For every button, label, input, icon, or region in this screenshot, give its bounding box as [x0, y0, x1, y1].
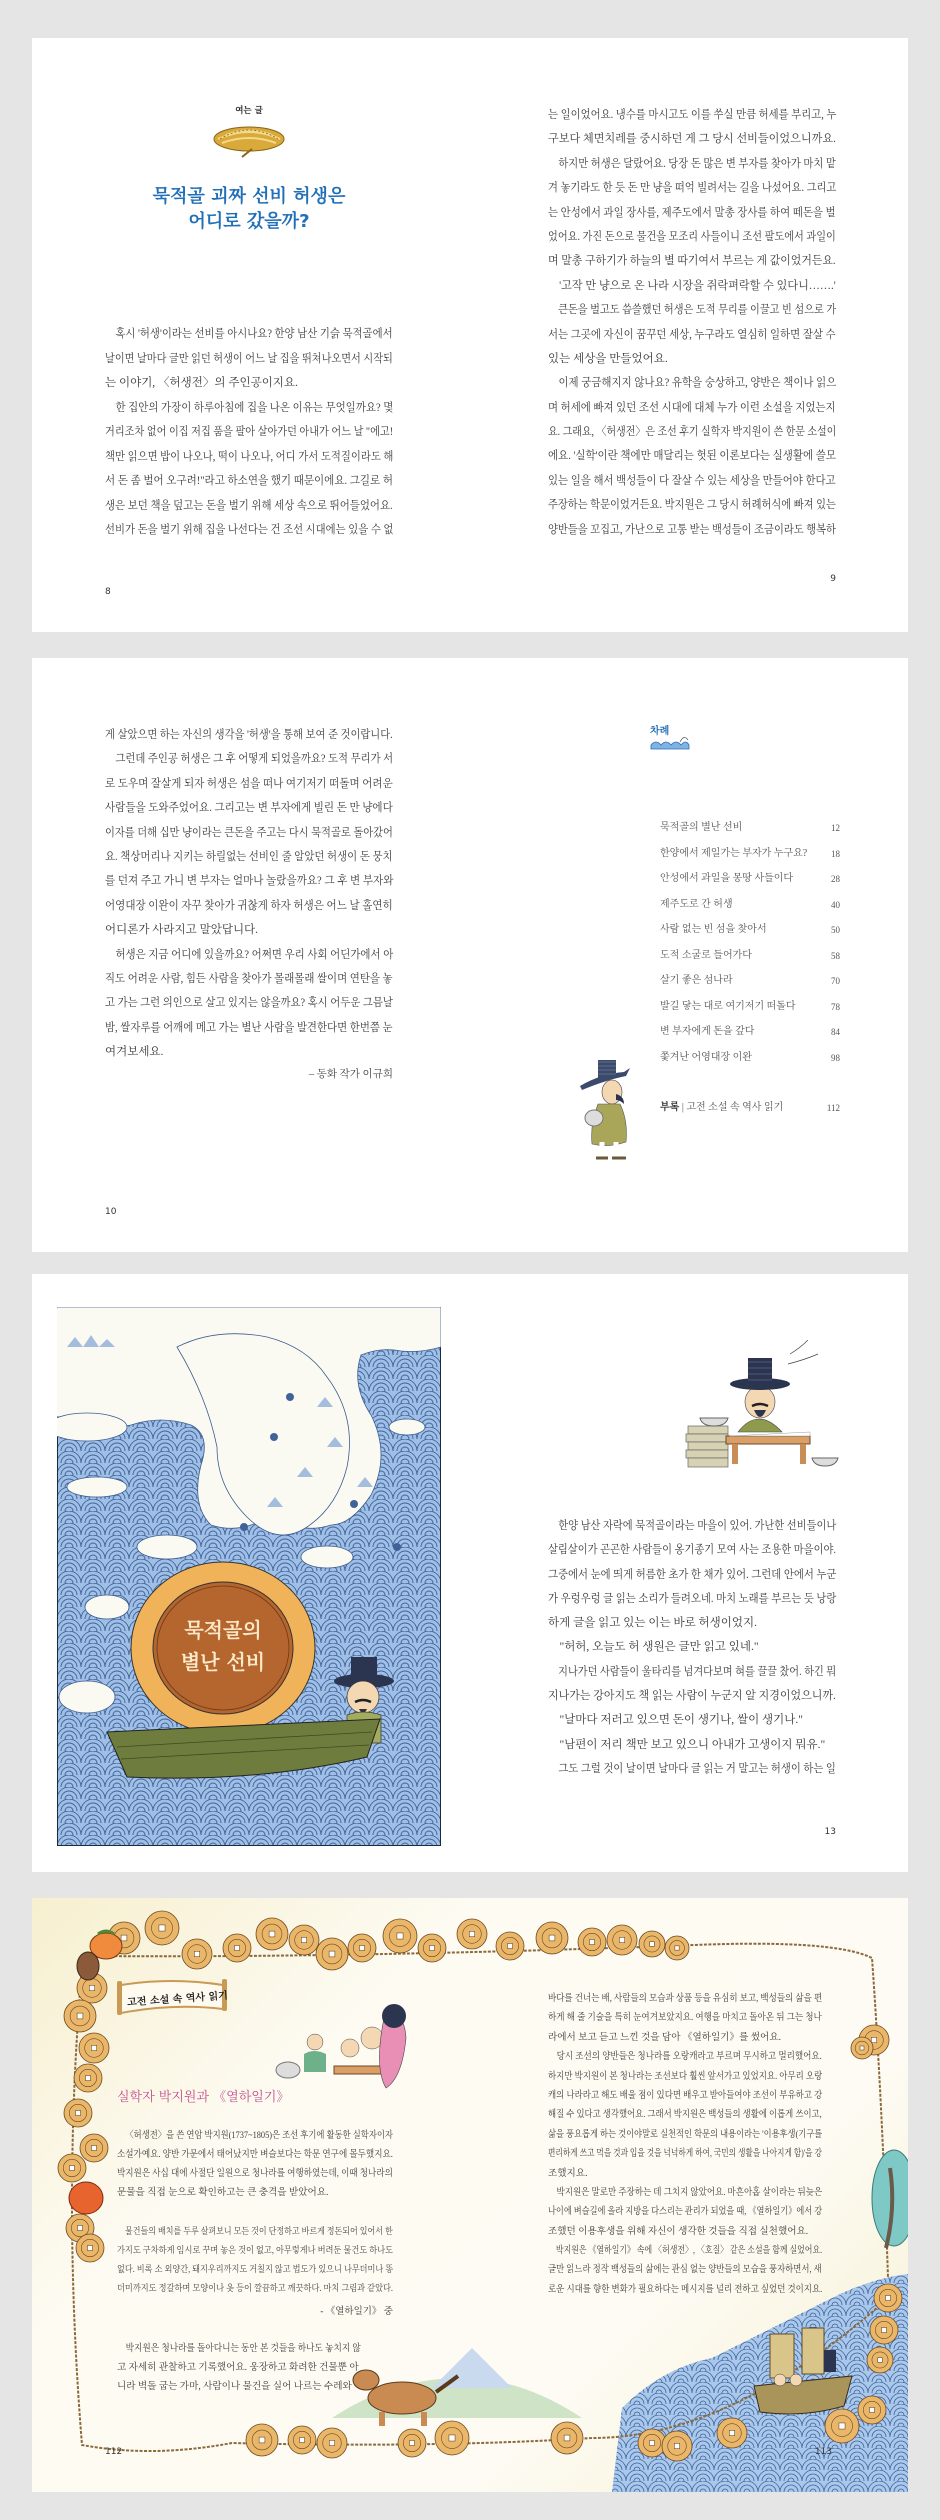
- text-line: 로 도우며 잘살게 되자 허생은 섬을 떠나 여기저기 떠돌며 어려운: [105, 777, 393, 790]
- toc-item-page: 70: [831, 976, 840, 986]
- coin-icon: [398, 2429, 426, 2457]
- text-line: 여겨보세요.: [105, 1046, 164, 1059]
- toc-item-page: 84: [831, 1027, 840, 1037]
- coin-icon: [607, 1925, 637, 1955]
- spread-pages-12-13: [32, 1274, 908, 1872]
- text-line: 서는 그곳에 자신이 꿈꾸던 세상, 누구라도 열심히 일하면 잘살 수: [548, 328, 836, 341]
- coin-icon: [58, 2154, 86, 2182]
- text-line: 지나가던 사람들이 울타리를 넘겨다보며 혀를 끌끌 찼어. 하긴 뭐: [558, 1665, 837, 1678]
- text-line: '고작 만 냥으로 온 나라 시장을 쥐락펴락할 수 있다니…….': [559, 279, 836, 292]
- toc-item-page: 12: [831, 823, 840, 833]
- text-line: 지나가는 강아지도 책 읽는 사람이 누군지 알 지경이었으니까.: [548, 1690, 836, 1703]
- coin-icon: [76, 2234, 104, 2262]
- text-line: "남편이 저리 책만 보고 있으니 아내가 고생이지 뭐유.": [559, 1738, 826, 1751]
- toc-item-page: 58: [831, 950, 840, 961]
- text-line: 그도 그럴 것이 날이면 날마다 글 읽는 거 말고는 허생이 하는 일: [558, 1762, 836, 1775]
- spread-pages-8-9: [32, 38, 908, 632]
- text-line: 한 집안의 가장이 하루아침에 집을 나온 이유는 무엇일까요? 몇: [115, 401, 394, 414]
- coin-icon: [80, 2134, 108, 2162]
- appendix-page: 112: [826, 1103, 840, 1113]
- text-line: 를 던져 주고 가니 변 부자는 얼마나 놀랐을까요? 그 후 변 부자와: [105, 875, 394, 888]
- tree-illustration: [872, 2150, 908, 2248]
- toc-item-page: 18: [831, 848, 840, 859]
- toc-item[interactable]: [660, 895, 840, 915]
- coin-icon: [435, 2421, 469, 2455]
- coin-icon: [182, 1939, 212, 1969]
- page-number: 8: [105, 587, 111, 597]
- coin-icon: [64, 2099, 92, 2127]
- text-line: 문물을 직접 눈으로 확인하고는 큰 충격을 받았어요.: [117, 2187, 329, 2198]
- text-line: 박지원은 사십 대에 사절단 일원으로 청나라를 여행하였는데, 이때 청나라의: [117, 2168, 393, 2179]
- coin-icon: [867, 2347, 893, 2373]
- body-text-page-9: [548, 103, 836, 542]
- characters-illustration: [276, 2004, 406, 2088]
- text-line: 해질 수 있다고 생각했어요. 그래서 박지원은 백성들의 생활에 이롭게 쓰이고,: [548, 2109, 822, 2121]
- text-line: 어디론가 사라지고 말았답니다.: [105, 924, 259, 937]
- coin-icon: [289, 1925, 319, 1955]
- text-line: 혹시 '허생'이라는 선비를 아시나요? 한양 남산 기슭 묵적골에서: [115, 328, 393, 340]
- text-line: 서 돈 좀 벌어 오구려!"라고 하소연을 했기 때문이에요. 그길로 허: [105, 475, 393, 487]
- sea-waves: [612, 2274, 908, 2492]
- coin-icon: [858, 2396, 886, 2424]
- coin-icon: [246, 2424, 278, 2456]
- toc-item-page: 28: [831, 874, 840, 884]
- text-line: 더미까지도 정갈하며 모양이나 옷 등이 깔끔하고 깨끗하다. 마치 그림과 같았다.: [117, 2283, 393, 2293]
- text-line: 하지만 허생은 달랐어요. 당장 돈 많은 변 부자를 찾아가 마치 맡: [558, 157, 836, 170]
- text-line: 허생은 지금 어디에 있을까요? 어쩌면 우리 사회 어딘가에서 아: [115, 948, 394, 961]
- coin-icon: [825, 2409, 859, 2443]
- coin-icon: [223, 1934, 251, 1962]
- coin-icon: [348, 1934, 376, 1962]
- coin-icon: [496, 1932, 524, 1960]
- text-line: 물건들의 배치를 두루 살펴보니 모든 것이 단정하고 바르게 정돈되어 있어서 한: [125, 2226, 393, 2236]
- quote-source: - 《열하일기》 중: [320, 2307, 393, 2317]
- text-line: 소설가예요. 양반 가문에서 태어났지만 벼슬보다는 학문 연구에 몰두했지요.: [117, 2149, 393, 2160]
- wave-ornament-icon: [650, 736, 690, 750]
- chapter-opener-illustration: [57, 1307, 441, 1846]
- toc-item-title: 한양에서 제일가는 부자가 누구요?: [660, 847, 808, 859]
- chapter-title-line-1: 묵적골의: [184, 1618, 262, 1642]
- toc-item-title: 안성에서 과일을 몽땅 사들이다: [660, 873, 794, 884]
- body-text-page-112: [117, 2126, 393, 2202]
- toc-item[interactable]: [660, 1048, 840, 1068]
- appendix-separator: |: [681, 1102, 684, 1113]
- text-line: 그중에서 눈에 띄게 허름한 초가 한 채가 있어. 그런데 안에서 누군: [548, 1568, 837, 1581]
- text-line: 한양 남산 자락에 묵적골이라는 마을이 있어. 가난한 선비들이나: [558, 1520, 837, 1532]
- toc-item-title: 묵적골의 별난 선비: [660, 822, 743, 833]
- coin-icon: [578, 1928, 606, 1956]
- toc-item[interactable]: [660, 920, 840, 940]
- text-line: 생은 보던 책을 덮고는 돈을 벌기 위해 세상 속으로 뛰어들었어요.: [105, 499, 393, 512]
- chapter-title-coin: [131, 1562, 315, 1734]
- toc-item-title: 발길 닿는 대로 여기저기 떠돌다: [660, 1000, 796, 1012]
- page-number: 112: [105, 2447, 123, 2457]
- text-line: 책만 읽으면 밥이 나오나, 떡이 나오나, 어디 가서 도적질이라도 해: [105, 450, 394, 463]
- text-line: 가 우렁우렁 글 읽는 소리가 들려오네. 마치 노래를 부르는 듯 낭랑: [548, 1592, 837, 1605]
- text-line: 는 일이었어요. 냉수를 마시고도 이를 쑤실 만큼 허세를 부리고, 누: [548, 109, 837, 121]
- text-line: 그런데 주인공 허생은 그 후 어떻게 되었을까요? 도적 무리가 서: [115, 753, 394, 766]
- body-text-page-112-continued: [117, 2339, 361, 2396]
- text-line: 하게 해 줄 기술을 특히 눈여겨보았지요. 여행을 마치고 돌아온 뒤 그는 청나: [548, 2012, 822, 2024]
- walking-scholar-illustration: [576, 1056, 640, 1164]
- text-line: 날이면 날마다 글만 읽던 허생이 어느 날 집을 뛰쳐나오면서 시작되: [105, 352, 393, 365]
- text-line: 조했지요.: [548, 2167, 588, 2179]
- toc-item-title: 쫓겨난 어영대장 이완: [660, 1051, 752, 1063]
- toc-item[interactable]: [660, 844, 840, 864]
- text-line: 이제 궁금해지지 않나요? 유학을 숭상하고, 양반은 책이나 읽으: [558, 377, 837, 390]
- text-line: 글만 읽느라 정작 백성들의 삶에는 관심 없는 양반들의 모습을 풍자하면서, 새: [548, 2264, 822, 2276]
- coin-icon: [316, 1938, 348, 1970]
- body-text-page-13: [548, 1514, 836, 1781]
- text-line: 삶을 풍요롭게 하는 것이야말로 실천적인 학문의 내용이라는 '이용후생(기구를: [548, 2128, 823, 2140]
- coin-icon: [256, 1918, 288, 1950]
- text-line: 며 허세에 빠져 있던 조선 시대에 대체 누가 이런 소설을 지었는지: [548, 401, 836, 414]
- toc-item-title: 도적 소굴로 들어가다: [660, 949, 752, 961]
- text-line: 밤, 쌀자루를 어깨에 메고 가는 별난 사람을 발견한다면 한번쯤 눈: [105, 1021, 393, 1034]
- coin-icon: [662, 2431, 692, 2461]
- text-line: "날마다 저러고 있으면 돈이 생기나, 쌀이 생기나.": [559, 1714, 803, 1727]
- toc-item-title: 제주도로 간 허생: [660, 898, 733, 910]
- text-line: 나이에 벼슬길에 올라 지방을 다스리는 관리가 되었을 때, 《열하일기》에서 강: [548, 2206, 823, 2218]
- text-line: 편리하게 쓰고 먹을 것과 입을 것을 넉넉하게 하여, 국민의 생활을 나아지게 함)'을 강: [548, 2148, 822, 2160]
- appendix-label: 부록: [660, 1102, 680, 1113]
- text-line: 선비가 돈을 벌기 위해 집을 나선다는 건 조선 시대에는 있을 수 없: [105, 524, 394, 536]
- coin-icon: [64, 2000, 96, 2032]
- text-line: 니라 벽돌 굽는 가마, 사람이나 물건을 실어 나르는 수레와: [117, 2381, 352, 2392]
- text-line: 직도 어려운 사람, 힘든 사람을 찾아가 몰래몰래 쌀이며 연탄을 놓: [105, 972, 393, 985]
- text-line: 고 자세히 관찰하고 기록했어요. 웅장하고 화려한 건물뿐 아: [117, 2362, 359, 2373]
- text-line: 었어요. 가진 돈으로 물건을 모조리 사들이니 조선 팔도에서 과일이: [548, 230, 836, 243]
- coin-icon: [74, 2064, 102, 2092]
- toc-item-page: 78: [831, 1001, 840, 1012]
- text-line: 〈허생전〉을 쓴 연암 박지원(1737~1805)은 조선 후기에 활동한 실학자이자: [125, 2130, 393, 2141]
- text-line: 하게 글을 읽고 있는 이는 바로 허생이었지.: [548, 1617, 757, 1630]
- coin-icon: [638, 2429, 666, 2457]
- mountain: [432, 2348, 512, 2388]
- banner-title: 고전 소설 속 역사 읽기: [126, 1990, 229, 2009]
- section-heading: 실학자 박지원과 《열하일기》: [117, 2090, 290, 2105]
- body-text-page-10: [105, 723, 393, 1064]
- body-text-page-8: [105, 322, 393, 543]
- coin-icon: [536, 1922, 568, 1954]
- coin-icon: [457, 1919, 487, 1949]
- coin-icon: [145, 1911, 179, 1945]
- toc-item-title: 변 부자에게 돈을 갚다: [660, 1026, 755, 1037]
- page-title-line-1: 묵적골 괴짜 선비 허생은: [152, 186, 346, 207]
- toc-item-page: 50: [831, 925, 840, 935]
- text-line: 캐의 나라라고 해도 배울 점이 있다면 배우고 받아들여야 조선이 부유하고 강: [548, 2089, 823, 2101]
- text-line: 박지원은 《열하일기》 속에 〈허생전〉, 〈호질〉 같은 소설을 함께 실었어요.: [555, 2245, 823, 2257]
- coin-icon: [851, 2037, 873, 2059]
- page-number: 9: [830, 574, 836, 584]
- text-line: 로운 시대를 향한 변화가 필요하다는 메시지를 널리 전하고 싶었던 것이지요.: [548, 2283, 823, 2295]
- text-line: 고 가는 그런 의인으로 살고 있지는 않을까요? 혹시 어두운 그믐날: [105, 997, 393, 1010]
- text-line: 라에서 보고 듣고 느낀 것을 담아 《열하일기》를 썼어요.: [548, 2031, 781, 2043]
- author-signature: – 동화 작가 이규희: [308, 1069, 393, 1080]
- page-number: 113: [814, 2447, 832, 2457]
- text-line: 이자를 더해 십만 냥이라는 큰돈을 주고는 다시 묵적골로 돌아갔어: [105, 826, 393, 839]
- text-line: 구보다 체면치레를 중시하던 게 그 당시 선비들이었으니까요.: [548, 133, 836, 146]
- text-line: 요. 그래요, 〈허생전〉은 조선 후기 실학자 박지원이 쓴 한문 소설이: [548, 426, 837, 439]
- reading-scholar-illustration: [670, 1340, 840, 1476]
- page-number: 10: [105, 1207, 117, 1217]
- toc-item[interactable]: [660, 1022, 840, 1042]
- text-line: 있는 세상을 만들었어요.: [548, 352, 668, 365]
- coin-icon: [551, 2422, 583, 2454]
- toc-item[interactable]: [660, 818, 840, 838]
- text-line: 살림살이가 곤곤한 사람들이 옹기종기 모여 사는 조용한 마을이야.: [548, 1544, 836, 1557]
- section-banner: [115, 1977, 229, 2017]
- text-line: 당시 조선의 양반들은 청나라를 오랑캐라고 부르며 무시하고 멀리했어요.: [556, 2051, 822, 2063]
- text-line: 에요. '실학'이란 책에만 매달리는 헛된 이론보다는 실생활에 쓸모: [548, 450, 836, 463]
- coin-icon: [383, 1919, 417, 1953]
- text-line: 요. 책상머리나 지키는 하릴없는 선비인 줄 알았던 허생이 돈 뭉치: [105, 850, 393, 863]
- toc-item[interactable]: [660, 946, 840, 966]
- text-line: 하지만 박지원이 본 청나라는 조선보다 훨씬 앞서가고 있었지요. 아무리 오랑: [548, 2070, 823, 2082]
- toc-item[interactable]: [660, 997, 840, 1017]
- coin-icon: [288, 2426, 316, 2454]
- coin-icon: [79, 2033, 109, 2063]
- toc-item-title: 살기 좋은 섬나라: [660, 975, 733, 986]
- coin-icon: [317, 2428, 347, 2458]
- text-line: 게 살았으면 하는 자신의 생각을 '허생'을 통해 보여 준 것이랍니다.: [105, 729, 393, 741]
- body-text-page-113: [548, 1989, 822, 2299]
- text-line: 바다를 건너는 배, 사람들의 모습과 상품 등을 유심히 보고, 백성들의 삶을 편: [548, 1993, 823, 2004]
- text-line: 사람들을 도와주었어요. 그리고는 변 부자에게 빌린 돈 만 냥에다: [105, 802, 393, 815]
- coin-icon: [870, 2316, 898, 2344]
- spread-pages-112-113: [32, 1898, 908, 2492]
- toc-item-page: 40: [831, 899, 840, 910]
- text-line: "허허, 오늘도 허 생원은 글만 읽고 있네.": [559, 1641, 759, 1654]
- toc-item-appendix[interactable]: [660, 1098, 840, 1118]
- text-line: 는 안성에서 과일 장사를, 제주도에서 말총 장사를 하여 떼돈을 벌: [548, 206, 836, 219]
- text-line: 주장하는 학문이었거든요. 박지원은 그 당시 허례허식에 빠져 있는: [548, 499, 836, 512]
- appendix-title: 고전 소설 속 역사 읽기: [686, 1102, 784, 1113]
- text-line: 조했던 이용후생을 위해 자신이 생각한 것들을 직접 실천했어요.: [548, 2225, 809, 2237]
- text-line: 는 이야기, 〈허생전〉의 주인공이지요.: [105, 377, 298, 389]
- text-line: 없다. 비록 소 외양간, 돼지우리까지도 거칠지 않고 법도가 있으니 나무더미나 똥: [117, 2264, 394, 2274]
- coin-icon: [665, 1936, 689, 1960]
- chapter-title-line-2: 별난 선비: [180, 1650, 266, 1674]
- quoted-excerpt: [117, 2222, 393, 2298]
- text-line: 겨 놓기라도 한 듯 돈 만 냥을 떠억 빌려서는 길을 나섰어요. 그리고: [548, 182, 837, 195]
- text-line: 박지원은 말로만 주장하는 데 그치지 않았어요. 마흔아홉 살이라는 뒤늦은: [556, 2186, 823, 2198]
- text-line: 큰돈을 벌고도 씁쓸했던 허생은 도적 무리를 이끌고 빈 섬으로 가: [558, 304, 837, 317]
- toc-heading: 차례: [650, 726, 670, 737]
- text-line: 있는 일을 해서 백성들이 다 잘살 수 있는 세상을 만들어야 한다고: [548, 474, 836, 487]
- coin-icon: [418, 1934, 446, 1962]
- text-line: 거리조차 없어 이집 저집 품을 팔아 살아가던 아내가 어느 날 "에고!: [105, 426, 394, 438]
- page-number: 13: [824, 1827, 836, 1837]
- toc-item[interactable]: [660, 971, 840, 991]
- section-kicker: 여는 글: [235, 106, 263, 116]
- coin-icon: [717, 2418, 747, 2448]
- text-line: 박지원은 청나라를 돌아다니는 동안 본 것들을 하나도 놓치지 않: [125, 2343, 361, 2354]
- toc-item[interactable]: [660, 869, 840, 889]
- coin-icon: [874, 2284, 902, 2312]
- coin-icon: [639, 1931, 665, 1957]
- text-line: 어영대장 이완이 자꾸 찾아가 귀찮게 하자 허생은 어느 날 홀연히: [105, 899, 393, 912]
- text-line: 가지도 구차하게 임시로 꾸며 놓은 것이 없고, 아무렇게나 버려둔 물건도 하나도: [117, 2245, 393, 2255]
- page-title-line-2: 어디로 갔을까?: [188, 211, 310, 232]
- spread-pages-10-11: [32, 658, 908, 1252]
- text-line: 양반들을 꼬집고, 가난으로 고통 받는 백성들이 조금이라도 행복하: [548, 523, 836, 536]
- toc-item-title: 사람 없는 빈 섬을 찾아서: [660, 924, 767, 935]
- text-line: 며 말총 구하기가 하늘의 별 따기여서 부르는 게 값이었거든요.: [548, 255, 836, 268]
- toc-item-page: 98: [831, 1052, 840, 1063]
- rope-coil-icon: [212, 124, 286, 158]
